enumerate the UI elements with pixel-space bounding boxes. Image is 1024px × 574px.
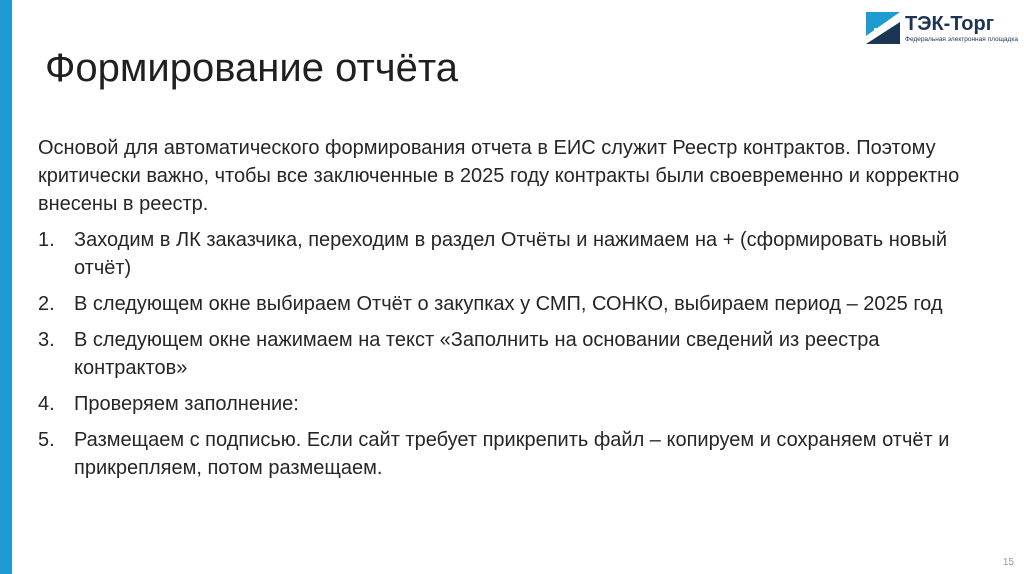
list-item [38, 426, 998, 482]
list-item [38, 290, 998, 318]
step-number: 5. [38, 429, 55, 451]
step-number: 2. [38, 293, 55, 315]
step-number: 4. [38, 393, 55, 415]
list-item [38, 326, 998, 382]
company-logo [866, 10, 1018, 46]
step-text: Размещаем с подписью. Если сайт требует прикрепить файл – копируем и сохраняем отчёт и прикрепляем, потом размещаем. [74, 429, 950, 479]
intro-paragraph: Основой для автоматического формирования отчета в ЕИС служит Реестр контрактов. Поэтому критически важно, чтобы все заключенные в 2025 году контракты были своевременно и корректно внесены в реестр. [38, 137, 960, 215]
step-number: 3. [38, 329, 55, 351]
slide-title: Формирование отчёта [45, 46, 458, 90]
logo-name: ТЭК-Торг [905, 13, 995, 35]
logo-tagline: Федеральная электронная площадка [905, 36, 1018, 43]
page-number: 15 [1002, 557, 1014, 568]
tek-torg-logo-icon [866, 12, 900, 44]
step-text: Заходим в ЛК заказчика, переходим в раздел Отчёты и нажимаем на + (сформировать новый отчёт) [74, 229, 948, 279]
step-number: 1. [38, 229, 55, 251]
list-item [38, 390, 998, 418]
step-text: Проверяем заполнение: [74, 393, 299, 415]
step-text: В следующем окне нажимаем на текст «Заполнить на основании сведений из реестра контрактов» [74, 329, 880, 379]
slide-body [38, 134, 998, 490]
steps-list [38, 226, 998, 482]
step-text: В следующем окне выбираем Отчёт о закупках у СМП, СОНКО, выбираем период – 2025 год [74, 293, 943, 315]
list-item [38, 226, 998, 282]
left-accent-bar [0, 0, 12, 574]
